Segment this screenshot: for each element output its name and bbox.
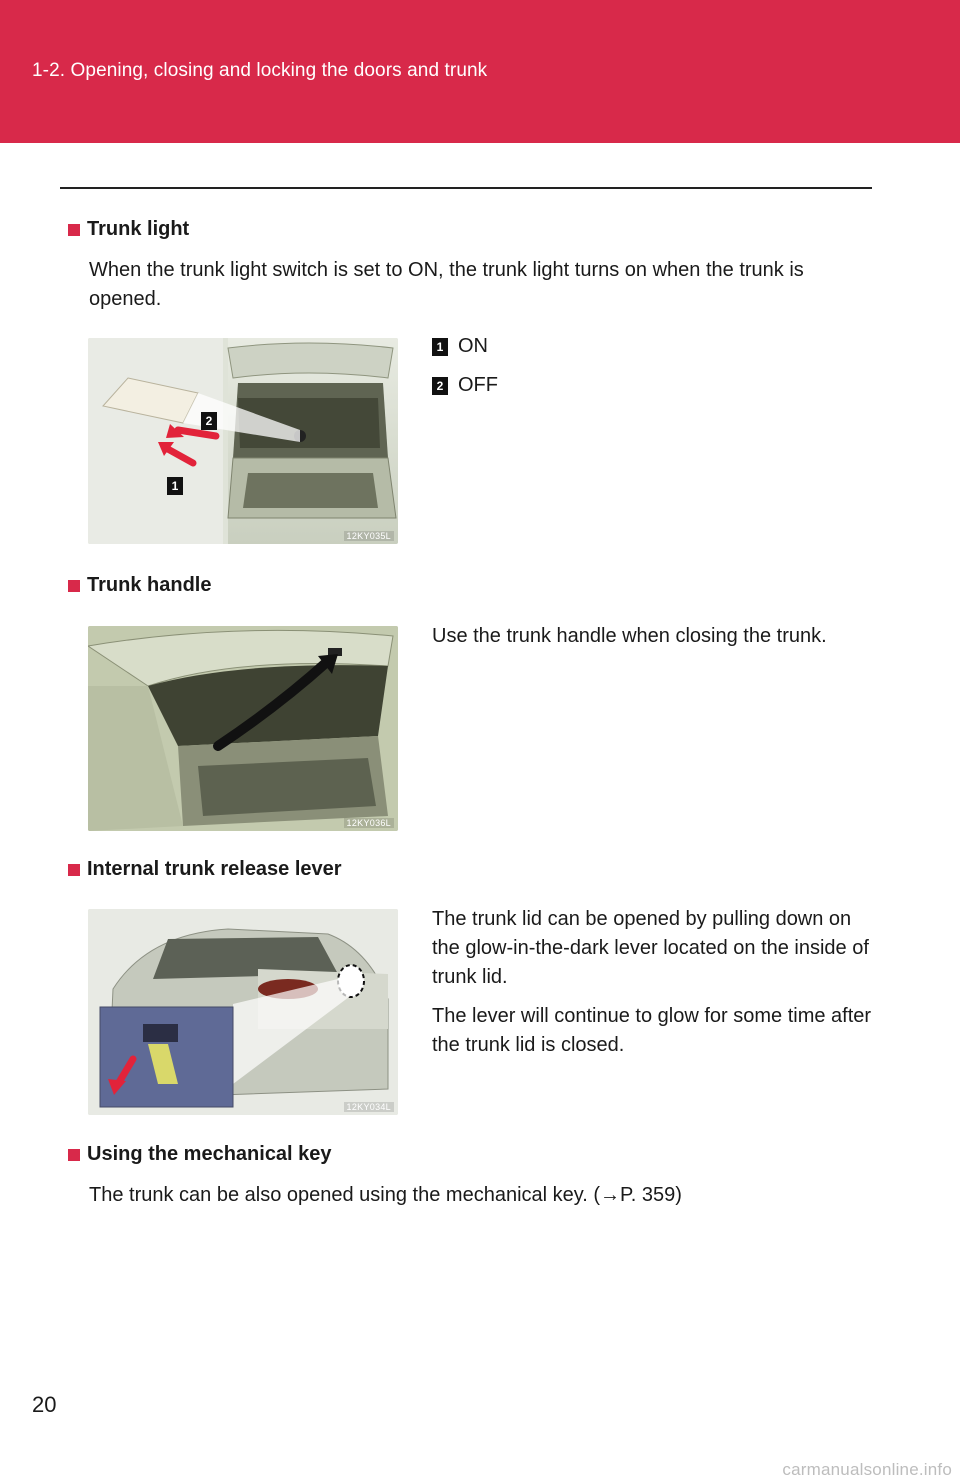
number-badge: 2 [432, 377, 448, 395]
release-lever-heading [68, 858, 342, 881]
release-lever-text-2: The lever will continue to glow for some time after the trunk lid is closed. [432, 1005, 872, 1056]
figure-id: 12KY036L [344, 818, 394, 828]
trunk-handle-illustration [88, 626, 398, 831]
heading-text: Trunk handle [87, 574, 212, 596]
number-badge: 1 [432, 338, 448, 356]
bullet-square-icon [68, 864, 80, 876]
release-lever-figure [88, 909, 398, 1115]
bullet-square-icon [68, 1149, 80, 1161]
trunk-light-figure [88, 338, 398, 544]
callout-2: 2 [201, 412, 217, 430]
release-lever-text-1: The trunk lid can be opened by pulling down on the glow-in-the-dark lever located on the inside of trunk lid. [432, 908, 869, 988]
legend-label: ON [458, 335, 488, 357]
heading-text: Trunk light [87, 218, 190, 240]
figure-id: 12KY034L [344, 1102, 394, 1112]
trunk-light-illustration [88, 338, 398, 544]
legend-item-on [432, 335, 488, 358]
figure-id: 12KY035L [344, 531, 394, 541]
bullet-square-icon [68, 580, 80, 592]
trunk-handle-heading [68, 574, 211, 597]
page-number: 20 [32, 1392, 57, 1417]
trunk-light-heading [68, 218, 189, 241]
trunk-light-text: When the trunk light switch is set to ON, the trunk light turns on when the trunk is opened. [89, 259, 804, 310]
page-header [0, 0, 960, 143]
section-title: 1-2. Opening, closing and locking the doors and trunk [32, 60, 488, 81]
mechanical-key-text: The trunk can be also opened using the mechanical key. (→P. 359) [89, 1184, 682, 1206]
divider [60, 187, 872, 189]
legend-item-off [432, 374, 498, 397]
heading-text: Using the mechanical key [87, 1143, 332, 1165]
watermark: carmanualsonline.info [782, 1460, 952, 1479]
trunk-handle-text: Use the trunk handle when closing the trunk. [432, 625, 827, 647]
trunk-handle-figure [88, 626, 398, 831]
heading-text: Internal trunk release lever [87, 858, 342, 880]
release-lever-illustration [88, 909, 398, 1115]
legend-label: OFF [458, 374, 498, 396]
callout-1: 1 [167, 477, 183, 495]
bullet-square-icon [68, 224, 80, 236]
mechanical-key-heading [68, 1143, 332, 1166]
